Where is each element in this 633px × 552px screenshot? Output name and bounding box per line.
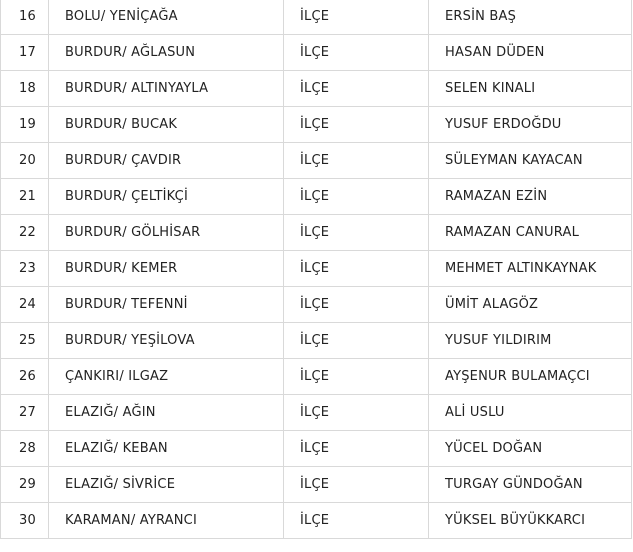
row-number-cell: 23: [1, 251, 49, 287]
location-cell: BURDUR/ ÇAVDIR: [49, 143, 284, 179]
name-cell: MEHMET ALTINKAYNAK: [429, 251, 632, 287]
type-cell: İLÇE: [284, 215, 429, 251]
table-row: [1, 35, 632, 71]
location-cell: BURDUR/ KEMER: [49, 251, 284, 287]
location-cell: KARAMAN/ AYRANCI: [49, 503, 284, 539]
table-row: [1, 395, 632, 431]
table-row: [1, 107, 632, 143]
table-row: [1, 359, 632, 395]
name-cell: YÜKSEL BÜYÜKKARCI: [429, 503, 632, 539]
row-number-cell: 16: [1, 0, 49, 35]
type-cell: İLÇE: [284, 71, 429, 107]
location-cell: ÇANKIRI/ ILGAZ: [49, 359, 284, 395]
location-cell: BURDUR/ BUCAK: [49, 107, 284, 143]
location-cell: BURDUR/ TEFENNİ: [49, 287, 284, 323]
type-cell: İLÇE: [284, 251, 429, 287]
row-number-cell: 21: [1, 179, 49, 215]
name-cell: TURGAY GÜNDOĞAN: [429, 467, 632, 503]
table-row: [1, 179, 632, 215]
row-number-cell: 19: [1, 107, 49, 143]
row-number-cell: 20: [1, 143, 49, 179]
table-row: [1, 431, 632, 467]
table-row: [1, 251, 632, 287]
table-body: [1, 0, 632, 539]
location-cell: BURDUR/ YEŞİLOVA: [49, 323, 284, 359]
row-number-cell: 29: [1, 467, 49, 503]
location-cell: BURDUR/ ÇELTİKÇİ: [49, 179, 284, 215]
type-cell: İLÇE: [284, 287, 429, 323]
row-number-cell: 30: [1, 503, 49, 539]
row-number-cell: 25: [1, 323, 49, 359]
location-cell: BOLU/ YENİÇAĞA: [49, 0, 284, 35]
name-cell: RAMAZAN CANURAL: [429, 215, 632, 251]
type-cell: İLÇE: [284, 107, 429, 143]
table-row: [1, 287, 632, 323]
name-cell: YÜCEL DOĞAN: [429, 431, 632, 467]
table-row: [1, 71, 632, 107]
type-cell: İLÇE: [284, 467, 429, 503]
type-cell: İLÇE: [284, 431, 429, 467]
row-number-cell: 24: [1, 287, 49, 323]
row-number-cell: 27: [1, 395, 49, 431]
location-cell: ELAZIĞ/ SİVRİCE: [49, 467, 284, 503]
location-cell: ELAZIĞ/ KEBAN: [49, 431, 284, 467]
name-cell: ÜMİT ALAGÖZ: [429, 287, 632, 323]
location-cell: BURDUR/ ALTINYAYLA: [49, 71, 284, 107]
row-number-cell: 18: [1, 71, 49, 107]
row-number-cell: 17: [1, 35, 49, 71]
name-cell: YUSUF YILDIRIM: [429, 323, 632, 359]
name-cell: AYŞENUR BULAMAÇCI: [429, 359, 632, 395]
type-cell: İLÇE: [284, 323, 429, 359]
location-cell: BURDUR/ GÖLHİSAR: [49, 215, 284, 251]
table-row: [1, 323, 632, 359]
row-number-cell: 22: [1, 215, 49, 251]
location-cell: ELAZIĞ/ AĞIN: [49, 395, 284, 431]
name-cell: RAMAZAN EZİN: [429, 179, 632, 215]
name-cell: SELEN KINALI: [429, 71, 632, 107]
name-cell: SÜLEYMAN KAYACAN: [429, 143, 632, 179]
table-row: [1, 503, 632, 539]
type-cell: İLÇE: [284, 395, 429, 431]
table-row: [1, 215, 632, 251]
name-cell: HASAN DÜDEN: [429, 35, 632, 71]
row-number-cell: 26: [1, 359, 49, 395]
table-row: [1, 467, 632, 503]
location-cell: BURDUR/ AĞLASUN: [49, 35, 284, 71]
name-cell: YUSUF ERDOĞDU: [429, 107, 632, 143]
row-number-cell: 28: [1, 431, 49, 467]
type-cell: İLÇE: [284, 179, 429, 215]
table-row: [1, 143, 632, 179]
type-cell: İLÇE: [284, 359, 429, 395]
table-row: [1, 0, 632, 35]
name-cell: ALİ USLU: [429, 395, 632, 431]
type-cell: İLÇE: [284, 143, 429, 179]
type-cell: İLÇE: [284, 0, 429, 35]
type-cell: İLÇE: [284, 35, 429, 71]
type-cell: İLÇE: [284, 503, 429, 539]
name-cell: ERSİN BAŞ: [429, 0, 632, 35]
